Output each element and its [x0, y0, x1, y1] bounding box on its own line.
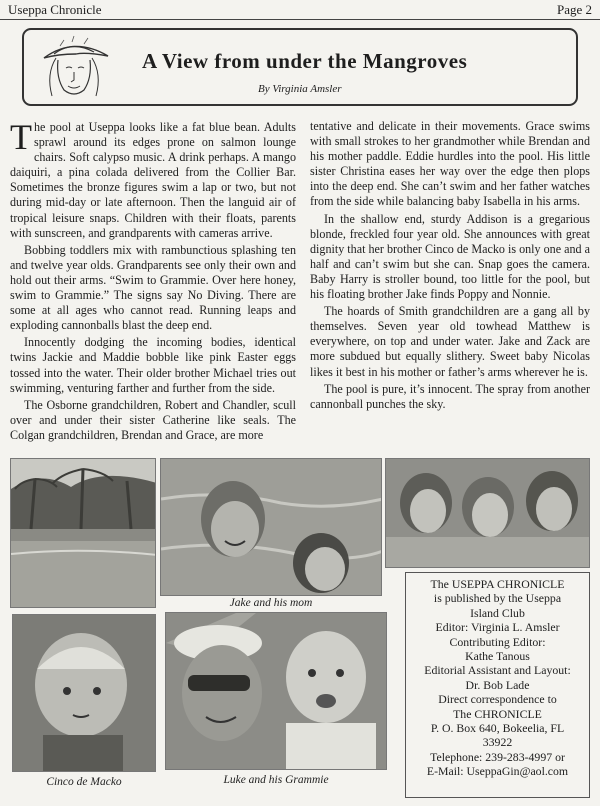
page-number: Page 2	[556, 2, 592, 17]
caption-luke: Luke and his Grammie	[223, 774, 329, 786]
masthead-line: Editor: Virginia L. Amsler	[435, 620, 560, 635]
masthead-line: The USEPPA CHRONICLE	[430, 577, 565, 591]
article-column-left	[10, 117, 296, 445]
photo-cinco-de-macko	[12, 614, 156, 772]
masthead-line: Island Club	[470, 605, 525, 620]
article-column-right	[310, 119, 590, 414]
article-paragraph: In the shallow end, sturdy Addison is a gregarious blonde, freckled four year old. She announces with great dignity that her brother Cinco de Macko is only one and a half and can’t swim but she can. Snap goes the camera. Baby Harry is stroller bound, too little for the pool, but his floating brother Jake finds Poppy and Nonnie.	[310, 211, 590, 302]
photo-palm-pool	[10, 458, 156, 608]
photo-jake-and-mom	[160, 458, 382, 596]
article-paragraph: The hoards of Smith grandchildren are a gang all by themselves. Seven year old towhead Matthew is everywhere, on top and under water. Jake and Zack are more subdued but equally slithery. Sweet baby Nicolas likes it best in his mother or father’s arms wherever he is.	[310, 304, 590, 379]
masthead-line: Telephone: 239-283-4997 or	[430, 749, 565, 764]
masthead-line: The CHRONICLE	[453, 706, 542, 721]
author-portrait-sketch-icon	[36, 34, 114, 104]
article-banner	[22, 28, 578, 106]
article-title: A View from under the Mangroves	[142, 49, 468, 73]
article-paragraph: tentative and delicate in their movements. Grace swims with small strokes to her grandmother while Brendan and his mother paddle. Eddie hurdles into the pool. His little sister Christina eases her way over the edge then plops into the deep end. She can’t swim and her father watches from the side while balancing baby Isabella in his arms.	[310, 119, 590, 209]
masthead-line: Dr. Bob Lade	[465, 677, 530, 692]
header-rule	[0, 19, 600, 20]
caption-jake: Jake and his mom	[229, 597, 313, 609]
article-paragraph: The pool at Useppa looks like a fat blue bean. Adults sprawl around its edges prone on salmon lounge chairs. Soft calypso music. A drink perhaps. A mango daiquiri, a pina colada delivered from the Collier Bar. Sometimes the bronze figures swim a lap or two, but not during mid-day or late afternoon. Then the languid air of tropical leisure snaps. Children with their floats, parents with sunscreen, and grandparents with cameras arrive.	[10, 117, 296, 240]
photo-three-girls	[385, 458, 590, 568]
drop-cap: T	[10, 117, 32, 157]
masthead-line: Direct correspondence to	[438, 692, 557, 707]
article-paragraph: The pool is pure, it’s innocent. The spray from another cannonball punches the sky.	[310, 381, 590, 411]
publication-name: Useppa Chronicle	[8, 2, 102, 17]
article-paragraph: The Osborne grandchildren, Robert and Chandler, scull over and under their sister Catherine like seals. The Colgan grandchildren, Brendan and Grace, are more	[10, 397, 296, 442]
masthead-email[interactable]: E-Mail: UseppaGin@aol.com	[426, 764, 569, 779]
caption-cinco: Cinco de Macko	[46, 776, 122, 788]
article-paragraph: Bobbing toddlers mix with rambunctious splashing ten and twelve year olds. Grandparents see only their own and hold out their arms. “Swim to Grammie. Over here honey, swim to Grammie.” The signs say No Diving. There are some at all ages who cannot read. Running leaps and exploding cannonballs blast the deep end.	[10, 242, 296, 333]
masthead-line: Editorial Assistant and Layout:	[424, 663, 571, 678]
photo-luke-and-grammie	[165, 612, 387, 770]
article-paragraph: Innocently dodging the incoming bodies, identical twins Jackie and Maddie bobble like pink Easter eggs tossed into the water. Their older brother Michael tries out swimming, venturing farther and further from the side.	[10, 335, 296, 395]
masthead-line: 33922	[482, 735, 513, 750]
masthead-info-box	[405, 572, 590, 798]
masthead-line: P. O. Box 640, Bokeelia, FL	[430, 721, 565, 736]
masthead-line: Kathe Tanous	[465, 649, 530, 664]
masthead-line: Contributing Editor:	[449, 634, 546, 649]
masthead-line: is published by the Useppa	[433, 591, 562, 606]
article-byline: By Virginia Amsler	[258, 83, 342, 95]
